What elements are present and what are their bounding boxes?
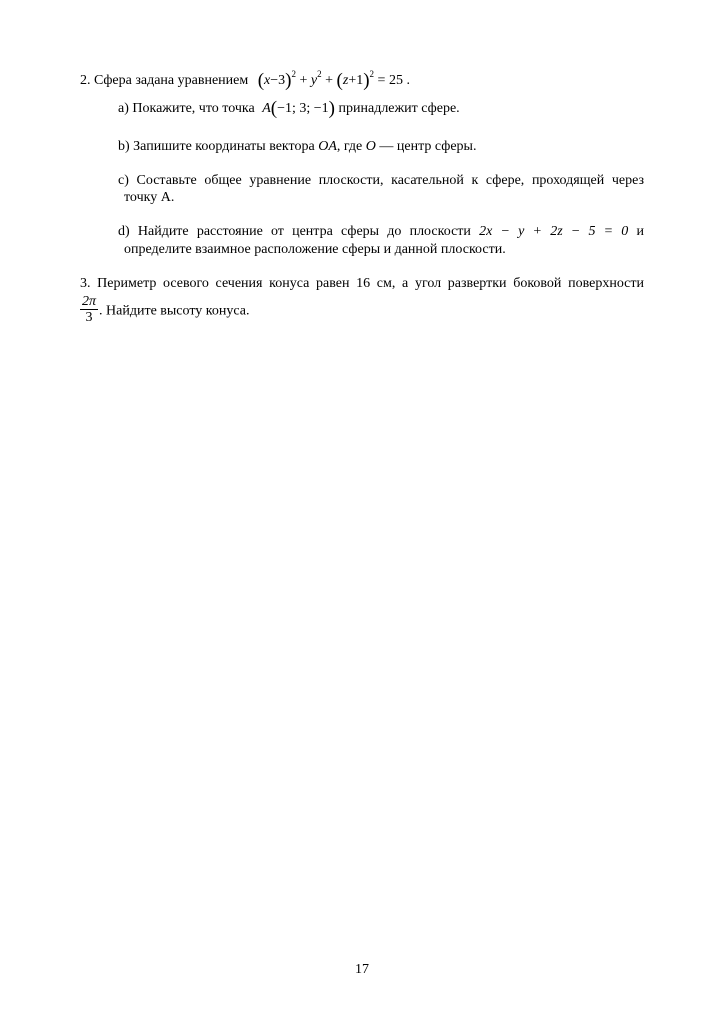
part-a-tail: принадлежит сфере. [338,101,460,116]
angle-fraction: $\frac{2\pi}{3}$ [82,294,97,325]
part-a-label: a) [118,101,129,116]
vector-oa: OA [318,139,337,154]
problem-2-part-b: b) Запишите координаты вектора OA, где O — центр сферы. [118,139,477,154]
plane-equation: 2x − y + 2z − 5 = 0 [479,224,629,239]
problem-2-part-c-line2: точку А. [124,190,175,205]
part-d-label: d) [118,224,130,239]
problem-3-line1: 3. Периметр осевого сечения конуса равен 16 см, а угол развертки боковой поверхности [80,276,644,291]
part-b-label: b) [118,139,130,154]
problem-2-statement [80,69,410,91]
problem-2-part-d-line2: определите взаимное расположение сферы и данной плоскости. [124,242,506,257]
center-o: O [365,139,376,154]
problem-2-part-d-line1: d) Найдите расстояние от центра сферы до плоскости 2x − y + 2z − 5 = 0 и [118,224,645,239]
problem-2-part-c-line1: c) Составьте общее уравнение плоскости, касательной к сфере, проходящей через [118,173,645,188]
problem-2-part-a [118,100,460,118]
sphere-equation: $(x-3)^2 + y^2 + (z+1)^2 = 25$ . [257,69,410,91]
problem-3-line2: $\frac{2\pi}{3}$ . Найдите высоту конуса. [82,294,250,325]
part-c-label: c) [118,173,129,188]
part-a-text: Покажите, что точка [132,101,255,116]
point-a: A(−1; 3; −1) [262,98,335,119]
problem-2-intro: 2. Сфера задана уравнением [80,73,249,88]
page-number: 17 [355,962,369,977]
